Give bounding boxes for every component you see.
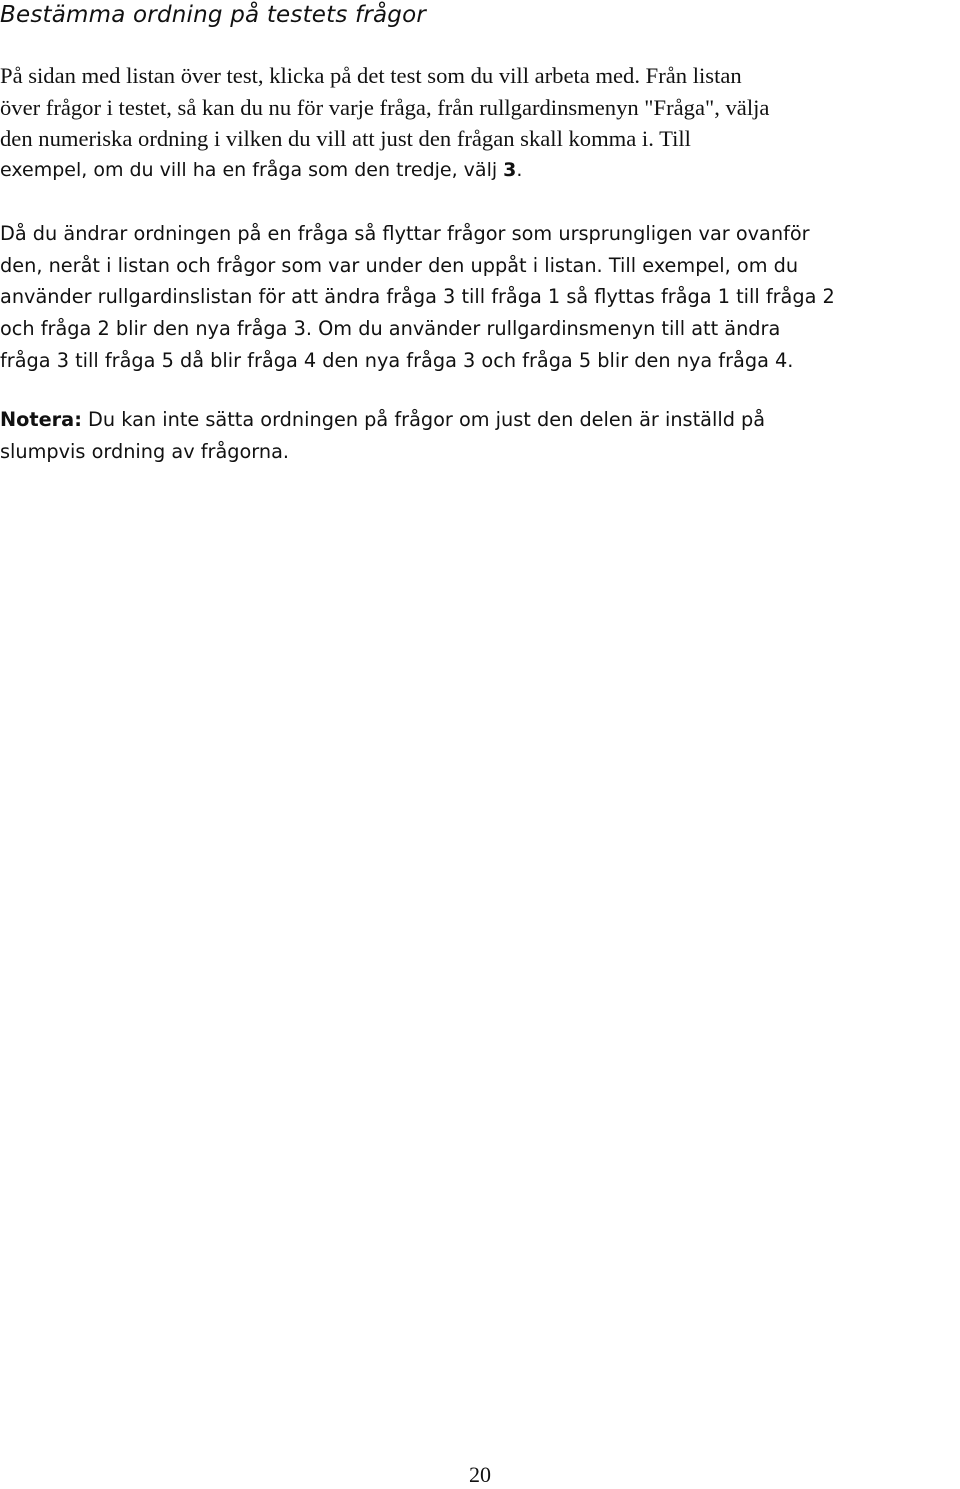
- paragraph-reordering-behavior: [0, 218, 960, 377]
- note-label: Notera:: [0, 408, 82, 431]
- emphasis-number: 3: [503, 158, 517, 181]
- text-line: och fråga 2 blir den nya fråga 3. Om du använder rullgardinsmenyn till att ändra: [0, 317, 781, 341]
- text-segment: exempel, om du vill ha en fråga som den tredje, välj: [0, 158, 504, 181]
- page-number: 20: [469, 1462, 491, 1487]
- text-segment: Du kan inte sätta ordningen på frågor om just den delen är inställd på: [81, 408, 766, 431]
- text-line: Då du ändrar ordningen på en fråga så flyttar frågor som ursprungligen var ovanför: [0, 222, 810, 245]
- paragraph-ordering-instructions: [0, 60, 960, 186]
- text-line: använder rullgardinslistan för att ändra fråga 3 till fråga 1 så flyttas fråga 1 till fråga 2: [0, 285, 835, 309]
- text-line: över frågor i testet, så kan du nu för varje fråga, från rullgardinsmenyn "Fråga", välja: [0, 94, 770, 120]
- text-line: slumpvis ordning av frågorna.: [0, 439, 290, 463]
- text-line: den, neråt i listan och frågor som var under den uppåt i listan. Till exempel, om du: [0, 253, 799, 277]
- note-paragraph: [0, 404, 960, 467]
- text-line: [0, 155, 960, 187]
- text-line: fråga 3 till fråga 5 då blir fråga 4 den nya fråga 3 och fråga 5 blir den nya fråga 4.: [0, 348, 794, 372]
- text-line: [0, 404, 960, 436]
- section-heading: Bestämma ordning på testets frågor: [0, 2, 427, 28]
- text-line: den numeriska ordning i vilken du vill att just den frågan skall komma i. Till: [0, 126, 691, 151]
- text-line: På sidan med listan över test, klicka på det test som du vill arbeta med. Från listan: [0, 63, 742, 88]
- text-segment: .: [516, 158, 523, 181]
